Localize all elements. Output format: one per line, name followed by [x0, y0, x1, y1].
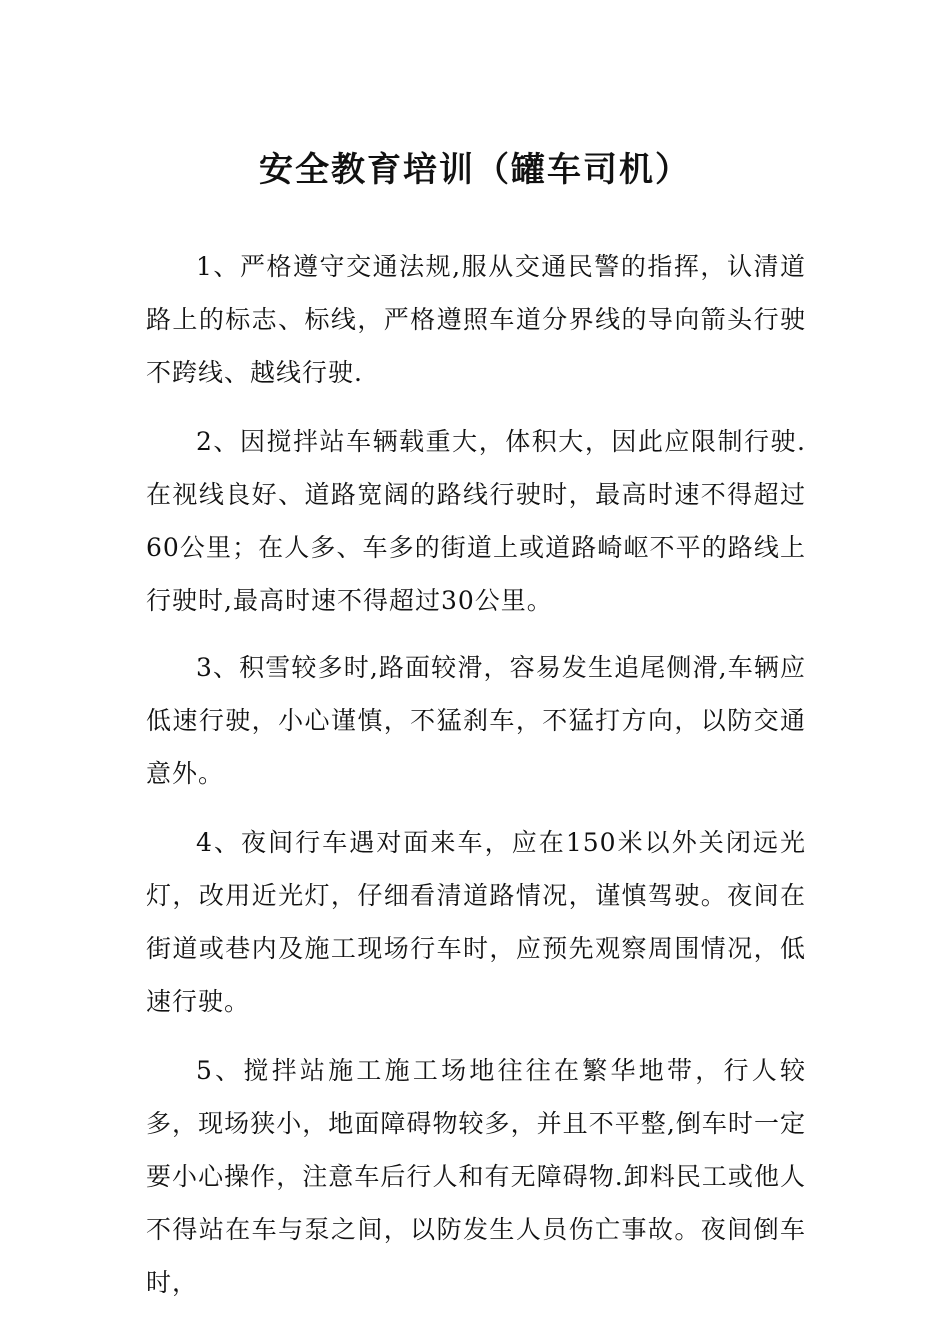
paragraph-2: 2、因搅拌站车辆载重大，体积大，因此应限制行驶.在视线良好、道路宽阔的路线行驶时，最高时速不得超过60公里；在人多、车多的街道上或道路崎岖不平的路线上行驶时,最高时速不得超过30公里。 [146, 427, 806, 615]
paragraph-4: 4、夜间行车遇对面来车，应在150米以外关闭远光灯，改用近光灯，仔细看清道路情况，谨慎驾驶。夜间在街道或巷内及施工现场行车时，应预先观察周围情况，低速行驶。 [146, 828, 806, 1016]
document-title: 安全教育培训（罐车司机） [259, 150, 691, 190]
document-body [146, 240, 806, 1325]
paragraph-3: 3、积雪较多时,路面较滑，容易发生追尾侧滑,车辆应低速行驶，小心谨慎，不猛刹车，不猛打方向，以防交通意外。 [146, 653, 806, 788]
paragraph-1: 1、严格遵守交通法规,服从交通民警的指挥，认清道路上的标志、标线，严格遵照车道分界线的导向箭头行驶不跨线、越线行驶. [146, 252, 806, 387]
paragraph-5: 5、搅拌站施工施工场地往往在繁华地带，行人较多，现场狭小，地面障碍物较多，并且不平整,倒车时一定要小心操作，注意车后行人和有无障碍物.卸料民工或他人不得站在车与泵之间，以防发生人员伤亡事故。夜间倒车时， [146, 1056, 806, 1297]
